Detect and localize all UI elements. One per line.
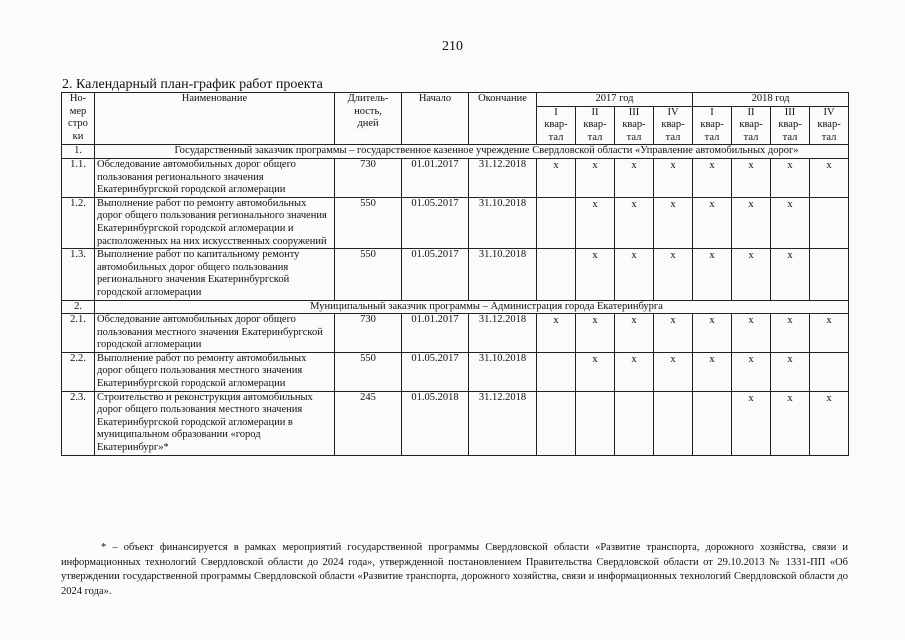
quarter-mark: x — [576, 158, 615, 197]
quarter-mark: x — [732, 391, 771, 455]
quarter-mark: x — [537, 158, 576, 197]
header-quarter-word: квар- — [771, 119, 810, 132]
table-row — [62, 158, 849, 197]
group-number: 1. — [62, 145, 95, 159]
row-duration: 730 — [335, 158, 402, 197]
quarter-mark: x — [576, 197, 615, 248]
header-start: Начало — [402, 93, 469, 145]
quarter-mark: x — [654, 197, 693, 248]
footnote: * – объект финансируется в рамках мероприятий государственной программы Свердловской области «Развитие транспорта, дорожного хозяйства, связи и информационных технологий Свердловской области до 2024 года», утвержденной постановлением Правительства Свердловской области от 29.10.2013 № 1331-ПП «Об утверждении государственной программы Свердловской области «Развитие транспорта, дорожного хозяйства, связи и информационных технологий Свердловской области до 2024 года». — [61, 542, 848, 597]
header-quarter: II — [576, 106, 615, 119]
header-end: Окончание — [469, 93, 537, 145]
quarter-mark: x — [615, 314, 654, 353]
group-row — [62, 145, 849, 159]
quarter-mark — [810, 197, 849, 248]
row-number: 2.1. — [62, 314, 95, 353]
row-name: Строительство и реконструкция автомобильных дорог общего пользования местного значения Екатеринбургской городской агломерации в муниципальном образовании «город Екатеринбург»* — [95, 391, 335, 455]
row-number: 1.1. — [62, 158, 95, 197]
quarter-mark: x — [615, 352, 654, 391]
quarter-mark: x — [732, 249, 771, 300]
group-title: Муниципальный заказчик программы – Администрация города Екатеринбурга — [95, 300, 849, 314]
header-quarter-word: квар- — [654, 119, 693, 132]
row-end-date: 31.12.2018 — [469, 391, 537, 455]
quarter-mark: x — [693, 197, 732, 248]
row-start-date: 01.01.2017 — [402, 314, 469, 353]
table-header — [62, 93, 849, 145]
header-quarter-word: квар- — [732, 119, 771, 132]
row-start-date: 01.05.2017 — [402, 352, 469, 391]
quarter-mark: x — [576, 249, 615, 300]
header-quarter: III — [615, 106, 654, 119]
row-end-date: 31.10.2018 — [469, 249, 537, 300]
row-name: Обследование автомобильных дорог общего пользования регионального значения Екатеринбургской городской агломерации — [95, 158, 335, 197]
table-body — [62, 145, 849, 455]
quarter-mark — [576, 391, 615, 455]
header-quarter: IV — [654, 106, 693, 119]
section-title: 2. Календарный план-график работ проекта — [62, 77, 323, 92]
header-quarter-word: квар- — [810, 119, 849, 132]
quarter-mark: x — [771, 391, 810, 455]
group-row — [62, 300, 849, 314]
group-number: 2. — [62, 300, 95, 314]
row-number: 1.2. — [62, 197, 95, 248]
quarter-mark: x — [537, 314, 576, 353]
quarter-mark — [810, 249, 849, 300]
row-number: 2.3. — [62, 391, 95, 455]
header-quarter-word: тал — [537, 132, 576, 145]
quarter-mark: x — [810, 391, 849, 455]
quarter-mark: x — [810, 314, 849, 353]
header-quarter: IV — [810, 106, 849, 119]
header-quarter-word: тал — [732, 132, 771, 145]
quarter-mark: x — [654, 249, 693, 300]
row-end-date: 31.10.2018 — [469, 352, 537, 391]
row-duration: 550 — [335, 249, 402, 300]
header-quarter-word: тал — [771, 132, 810, 145]
header-quarter: II — [732, 106, 771, 119]
group-title: Государственный заказчик программы – государственное казенное учреждение Свердловской области «Управление автомобильных дорог» — [95, 145, 849, 159]
quarter-mark: x — [771, 352, 810, 391]
row-name: Обследование автомобильных дорог общего пользования местного значения Екатеринбургской городской агломерации — [95, 314, 335, 353]
row-duration: 550 — [335, 197, 402, 248]
quarter-mark: x — [771, 249, 810, 300]
quarter-mark: x — [732, 352, 771, 391]
quarter-mark: x — [771, 158, 810, 197]
row-start-date: 01.05.2017 — [402, 249, 469, 300]
quarter-mark: x — [576, 314, 615, 353]
quarter-mark: x — [615, 158, 654, 197]
quarter-mark — [537, 352, 576, 391]
quarter-mark: x — [810, 158, 849, 197]
quarter-mark: x — [732, 314, 771, 353]
row-duration: 550 — [335, 352, 402, 391]
header-row-number: Но- мер стро ки — [62, 93, 95, 145]
header-quarter-word: квар- — [615, 119, 654, 132]
quarter-mark: x — [693, 158, 732, 197]
quarter-mark: x — [576, 352, 615, 391]
quarter-mark: x — [654, 314, 693, 353]
row-name: Выполнение работ по ремонту автомобильных дорог общего пользования местного значения Екатеринбургской городской агломерации — [95, 352, 335, 391]
row-end-date: 31.12.2018 — [469, 158, 537, 197]
row-number: 1.3. — [62, 249, 95, 300]
quarter-mark — [537, 249, 576, 300]
quarter-mark: x — [693, 314, 732, 353]
row-start-date: 01.05.2017 — [402, 197, 469, 248]
quarter-mark — [615, 391, 654, 455]
row-name: Выполнение работ по капитальному ремонту автомобильных дорог общего пользования регионального значения Екатеринбургской городской агломерации — [95, 249, 335, 300]
page-number: 210 — [442, 39, 463, 54]
quarter-mark — [810, 352, 849, 391]
header-quarter: III — [771, 106, 810, 119]
quarter-mark: x — [693, 352, 732, 391]
row-start-date: 01.01.2017 — [402, 158, 469, 197]
header-year-2017: 2017 год — [537, 93, 693, 107]
header-quarter-word: тал — [810, 132, 849, 145]
header-quarter-word: квар- — [693, 119, 732, 132]
quarter-mark: x — [732, 197, 771, 248]
quarter-mark: x — [771, 197, 810, 248]
row-number: 2.2. — [62, 352, 95, 391]
table-row — [62, 391, 849, 455]
row-duration: 245 — [335, 391, 402, 455]
header-quarter-word: квар- — [576, 119, 615, 132]
quarter-mark — [654, 391, 693, 455]
table-row — [62, 249, 849, 300]
row-start-date: 01.05.2018 — [402, 391, 469, 455]
header-quarter-word: тал — [693, 132, 732, 145]
quarter-mark: x — [732, 158, 771, 197]
table-row — [62, 352, 849, 391]
row-name: Выполнение работ по ремонту автомобильных дорог общего пользования регионального значения Екатеринбургской городской агломерации и расположенных на них искусственных сооружений — [95, 197, 335, 248]
quarter-mark: x — [771, 314, 810, 353]
row-duration: 730 — [335, 314, 402, 353]
quarter-mark: x — [615, 197, 654, 248]
quarter-mark — [537, 197, 576, 248]
schedule-table — [61, 92, 849, 456]
quarter-mark: x — [615, 249, 654, 300]
row-end-date: 31.12.2018 — [469, 314, 537, 353]
quarter-mark — [693, 391, 732, 455]
header-quarter-word: тал — [615, 132, 654, 145]
header-quarter-word: тал — [654, 132, 693, 145]
header-year-2018: 2018 год — [693, 93, 849, 107]
header-quarter-word: квар- — [537, 119, 576, 132]
header-duration: Длитель- ность, дней — [335, 93, 402, 145]
quarter-mark: x — [654, 158, 693, 197]
header-name: Наименование — [95, 93, 335, 145]
quarter-mark: x — [654, 352, 693, 391]
row-end-date: 31.10.2018 — [469, 197, 537, 248]
header-quarter-word: тал — [576, 132, 615, 145]
table-row — [62, 314, 849, 353]
quarter-mark: x — [693, 249, 732, 300]
header-quarter: I — [537, 106, 576, 119]
table-row — [62, 197, 849, 248]
header-quarter: I — [693, 106, 732, 119]
quarter-mark — [537, 391, 576, 455]
